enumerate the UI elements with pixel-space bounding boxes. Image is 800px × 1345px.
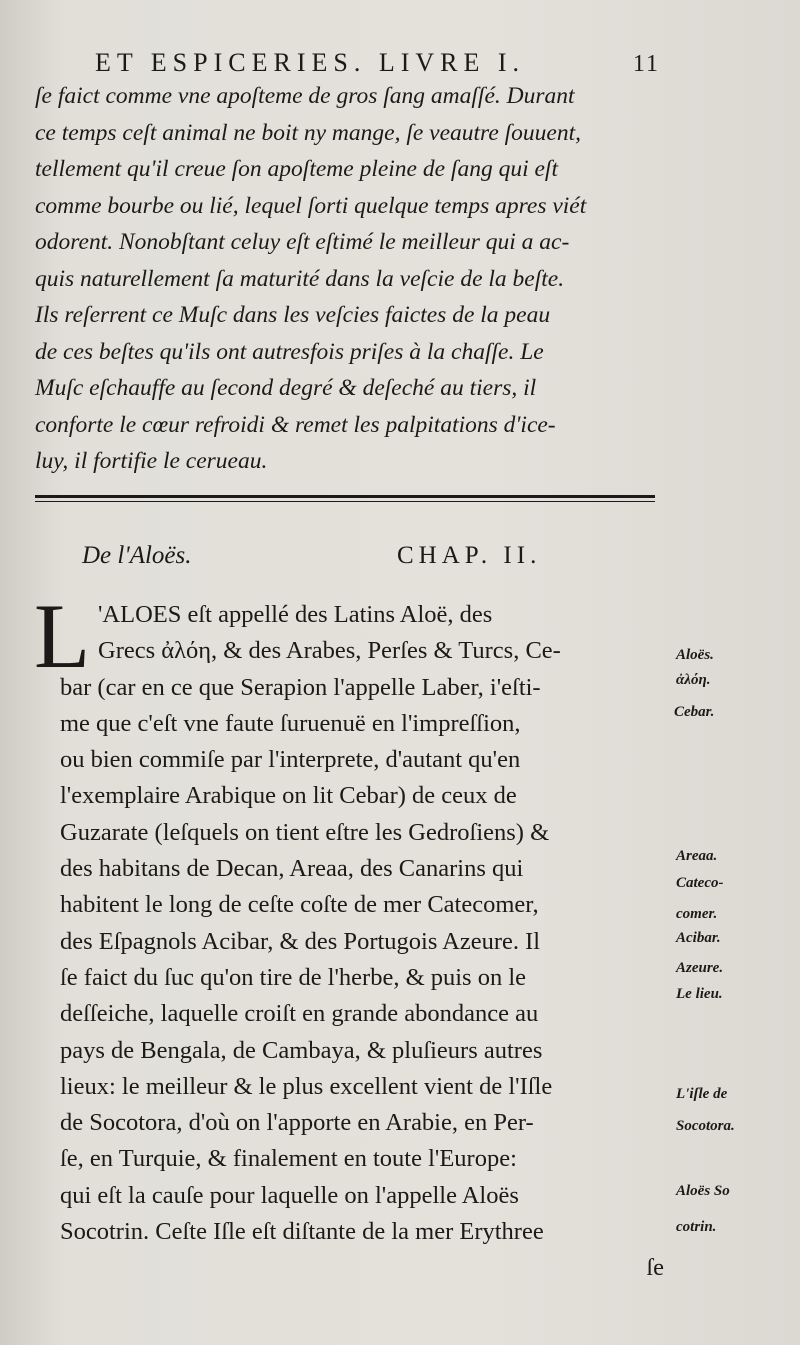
text-line: Ils reſerrent ce Muſc dans les veſcies faictes de la peau: [35, 302, 551, 328]
text-line: de Socotora, d'où on l'apporte en Arabie, en Per-: [60, 1109, 534, 1137]
text-line: comme bourbe ou lié, lequel ſorti quelque temps apres viét: [35, 192, 587, 219]
text-line: Socotrin. Ceſte Iſle eſt diſtante de la mer Erythree: [60, 1218, 544, 1246]
text-line: Grecs ἀλόη, & des Arabes, Perſes & Turcs, Ce-: [98, 637, 561, 665]
text-line: deſſeiche, laquelle croiſt en grande abondance au: [60, 1000, 539, 1028]
text-line: ſe, en Turquie, & finalement en toute l'Europe:: [60, 1145, 517, 1173]
text-line: qui eſt la cauſe pour laquelle on l'appelle Aloës: [60, 1181, 519, 1209]
text-line: ce temps ceſt animal ne boit ny mange, ſe veautre ſouuent,: [35, 119, 581, 146]
margin-note: ἀλόη.: [676, 672, 711, 688]
text-line: odorent. Nonobſtant celuy eſt eſtimé le meilleur qui a ac-: [35, 229, 570, 255]
text-line: pays de Bengala, de Cambaya, & pluſieurs autres: [60, 1036, 543, 1064]
margin-note: Aloës.: [676, 647, 714, 663]
margin-note: Azeure.: [676, 960, 724, 976]
text-line: des Eſpagnols Acibar, & des Portugois Azeure. Il: [60, 927, 541, 955]
margin-note: Areaa.: [676, 848, 718, 864]
page-number: 11: [632, 51, 660, 77]
catchword: ſe: [646, 1254, 664, 1282]
text-line: ou bien commiſe par l'interprete, d'autant qu'en: [60, 746, 521, 774]
margin-note: Aloës So: [676, 1183, 730, 1199]
margin-note: cotrin.: [676, 1219, 717, 1235]
text-line: de ces beſtes qu'ils ont autresfois priſes à la chaſſe. Le: [35, 338, 544, 365]
text-line: ſe faict du ſuc qu'on tire de l'herbe, & puis on le: [60, 963, 527, 991]
intro-paragraph: [35, 78, 660, 480]
text-line: conforte le cœur refroidi & remet les palpitations d'ice-: [35, 411, 556, 438]
running-header: [95, 48, 660, 78]
chapter-body: [60, 597, 670, 1287]
text-line: quis naturellement ſa maturité dans la veſcie de la beſte.: [35, 265, 565, 292]
running-title: ET ESPICERIES. LIVRE I.: [95, 48, 526, 77]
text-line: des habitans de Decan, Areaa, des Canarins qui: [60, 855, 524, 883]
text-line: Guzarate (leſquels on tient eſtre les Gedroſiens) &: [60, 818, 550, 846]
text-line: Muſc eſchauffe au ſecond degré & deſeché au tiers, il: [35, 375, 537, 401]
chapter-subtitle: De l'Aloës.: [82, 542, 192, 569]
text-line: 'ALOES eſt appellé des Latins Aloë, des: [98, 601, 493, 628]
text-line: bar (car en ce que Serapion l'appelle Laber, i'eſti-: [60, 673, 541, 701]
text-line: habitent le long de ceſte coſte de mer Catecomer,: [60, 891, 539, 919]
section-divider: [35, 495, 655, 502]
margin-note: Acibar.: [676, 930, 721, 946]
drop-cap: L: [34, 585, 91, 687]
margin-note: Le lieu.: [676, 986, 723, 1002]
chapter-number: CHAP. II.: [397, 542, 542, 569]
margin-note: comer.: [676, 906, 718, 922]
margin-note: L'iſle de: [676, 1086, 728, 1102]
text-line: tellement qu'il creue ſon apoſteme pleine de ſang qui eſt: [35, 156, 558, 182]
margin-note: Cebar.: [674, 704, 715, 720]
text-line: ſe faict comme vne apoſteme de gros ſang amaſſé. Durant: [35, 83, 575, 109]
margin-note: Socotora.: [676, 1118, 735, 1134]
margin-note: Cateco-: [676, 875, 724, 891]
text-line: lieux: le meilleur & le plus excellent vient de l'Iſle: [60, 1072, 553, 1100]
text-line: me que c'eſt vne faute ſuruenuë en l'impreſſion,: [60, 709, 521, 737]
text-line: l'exemplaire Arabique on lit Cebar) de ceux de: [60, 782, 517, 810]
text-line: luy, il fortifie le cerueau.: [35, 448, 268, 474]
